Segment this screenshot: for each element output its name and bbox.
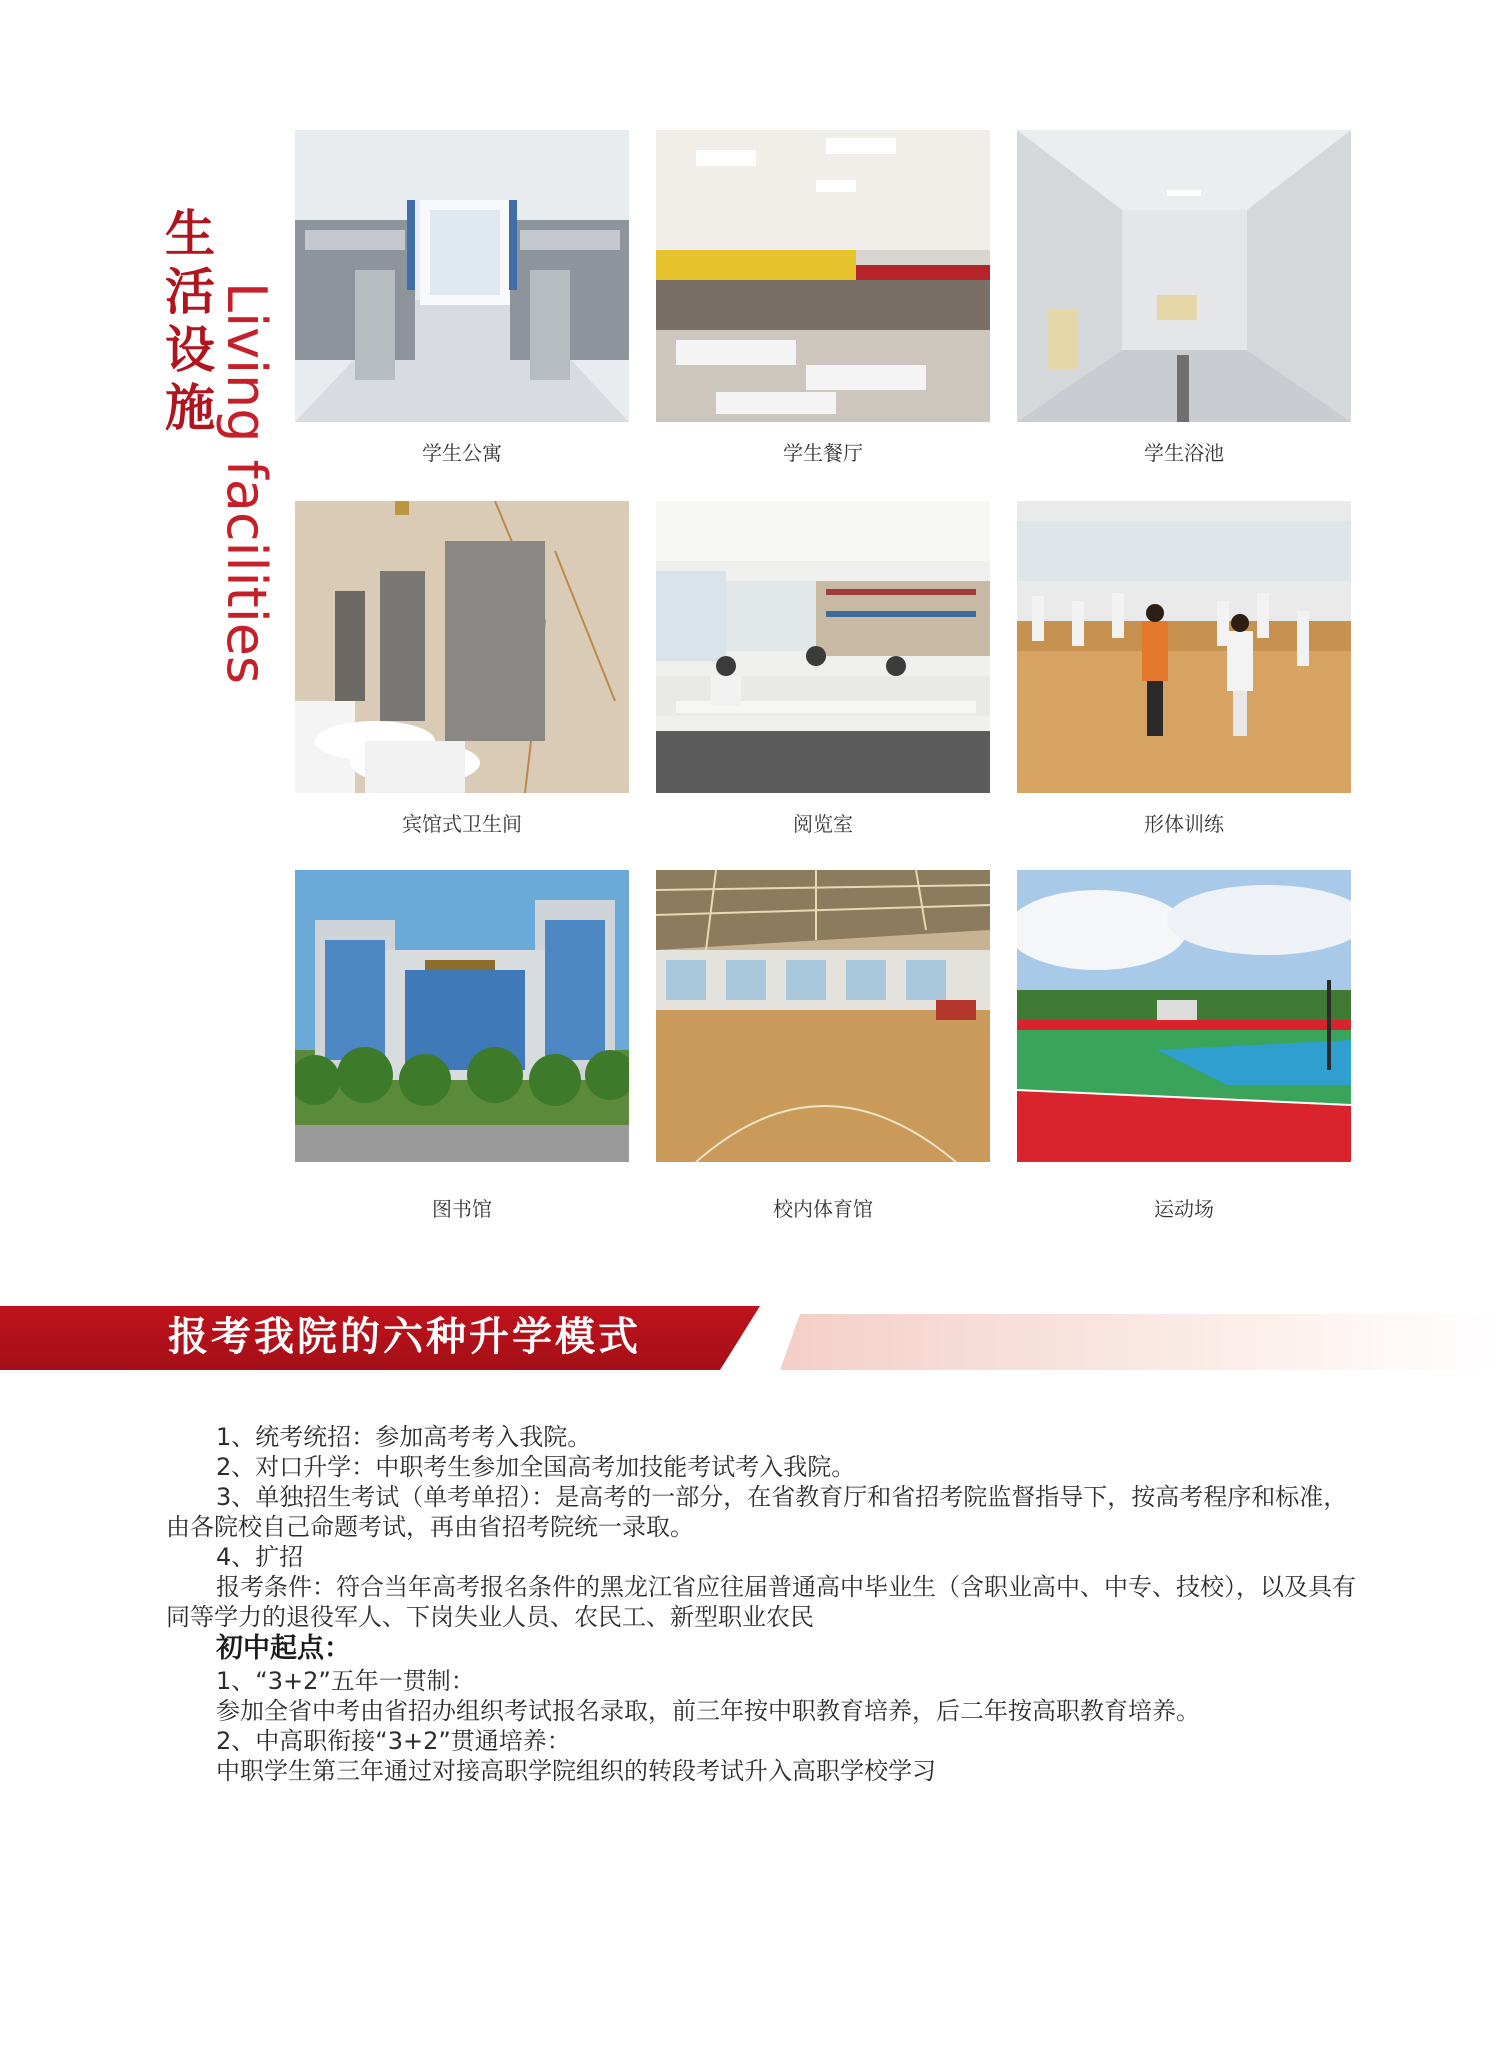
caption: 学生餐厅 bbox=[783, 441, 863, 465]
caption: 学生公寓 bbox=[422, 441, 502, 465]
gymnasium-photo bbox=[656, 870, 990, 1162]
shower-photo bbox=[1017, 130, 1351, 422]
paragraph: 3、单独招生考试（单考单招）：是高考的一部分，在省教育厅和省招考院监督指导下，按高考程序和标准，由各院校自己命题考试，再由省招考院统一录取。 bbox=[166, 1483, 1348, 1541]
side-title-char: 活 bbox=[165, 263, 215, 321]
sports-field-photo bbox=[1017, 870, 1351, 1162]
gymnasium-icon bbox=[656, 870, 990, 1162]
paragraph: 4、扩招 bbox=[216, 1543, 304, 1571]
paragraph: 2、中高职衔接“3+2”贯通培养： bbox=[216, 1727, 571, 1755]
shower-icon bbox=[1017, 130, 1351, 422]
dance-training-photo bbox=[1017, 501, 1351, 793]
reading-room-icon bbox=[656, 501, 990, 793]
paragraph: 1、“3+2”五年一贯制： bbox=[216, 1667, 475, 1695]
content-body bbox=[166, 1422, 1356, 1786]
caption: 阅览室 bbox=[793, 812, 853, 836]
reading-room-photo bbox=[656, 501, 990, 793]
side-title-en-wrap bbox=[215, 282, 278, 685]
dormitory-photo bbox=[295, 130, 629, 422]
side-title-char: 设 bbox=[165, 321, 215, 379]
caption: 运动场 bbox=[1154, 1197, 1214, 1221]
caption: 形体训练 bbox=[1144, 812, 1224, 836]
section-title: 报考我院的六种升学模式 bbox=[168, 1314, 641, 1360]
subheading: 初中起点： bbox=[216, 1633, 351, 1664]
side-title-cn bbox=[160, 205, 220, 437]
paragraph: 报考条件：符合当年高考报名条件的黑龙江省应往届普通高中毕业生（含职业高中、中专、技校），以及具有同等学力的退役军人、下岗失业人员、农民工、新型职业农民 bbox=[166, 1573, 1356, 1631]
caption: 图书馆 bbox=[432, 1197, 492, 1221]
paragraph: 参加全省中考由省招办组织考试报名录取，前三年按中职教育培养，后二年按高职教育培养。 bbox=[216, 1697, 1200, 1725]
paragraph: 1、统考统招：参加高考考入我院。 bbox=[216, 1423, 592, 1451]
canteen-icon bbox=[656, 130, 990, 422]
paragraph: 2、对口升学：中职考生参加全国高考加技能考试考入我院。 bbox=[216, 1453, 856, 1481]
caption: 学生浴池 bbox=[1144, 441, 1224, 465]
washroom-icon bbox=[295, 501, 629, 793]
library-icon bbox=[295, 870, 629, 1162]
side-title-char: 生 bbox=[165, 205, 215, 263]
paragraph: 中职学生第三年通过对接高职学院组织的转段考试升入高职学校学习 bbox=[216, 1757, 936, 1785]
dance-training-icon bbox=[1017, 501, 1351, 793]
caption: 宾馆式卫生间 bbox=[402, 812, 522, 836]
side-title-en: Living facilities bbox=[215, 282, 278, 685]
library-photo bbox=[295, 870, 629, 1162]
caption: 校内体育馆 bbox=[773, 1197, 873, 1221]
canteen-photo bbox=[656, 130, 990, 422]
side-title-char: 施 bbox=[165, 379, 215, 437]
sports-field-icon bbox=[1017, 870, 1351, 1162]
washroom-photo bbox=[295, 501, 629, 793]
dormitory-icon bbox=[295, 130, 629, 422]
